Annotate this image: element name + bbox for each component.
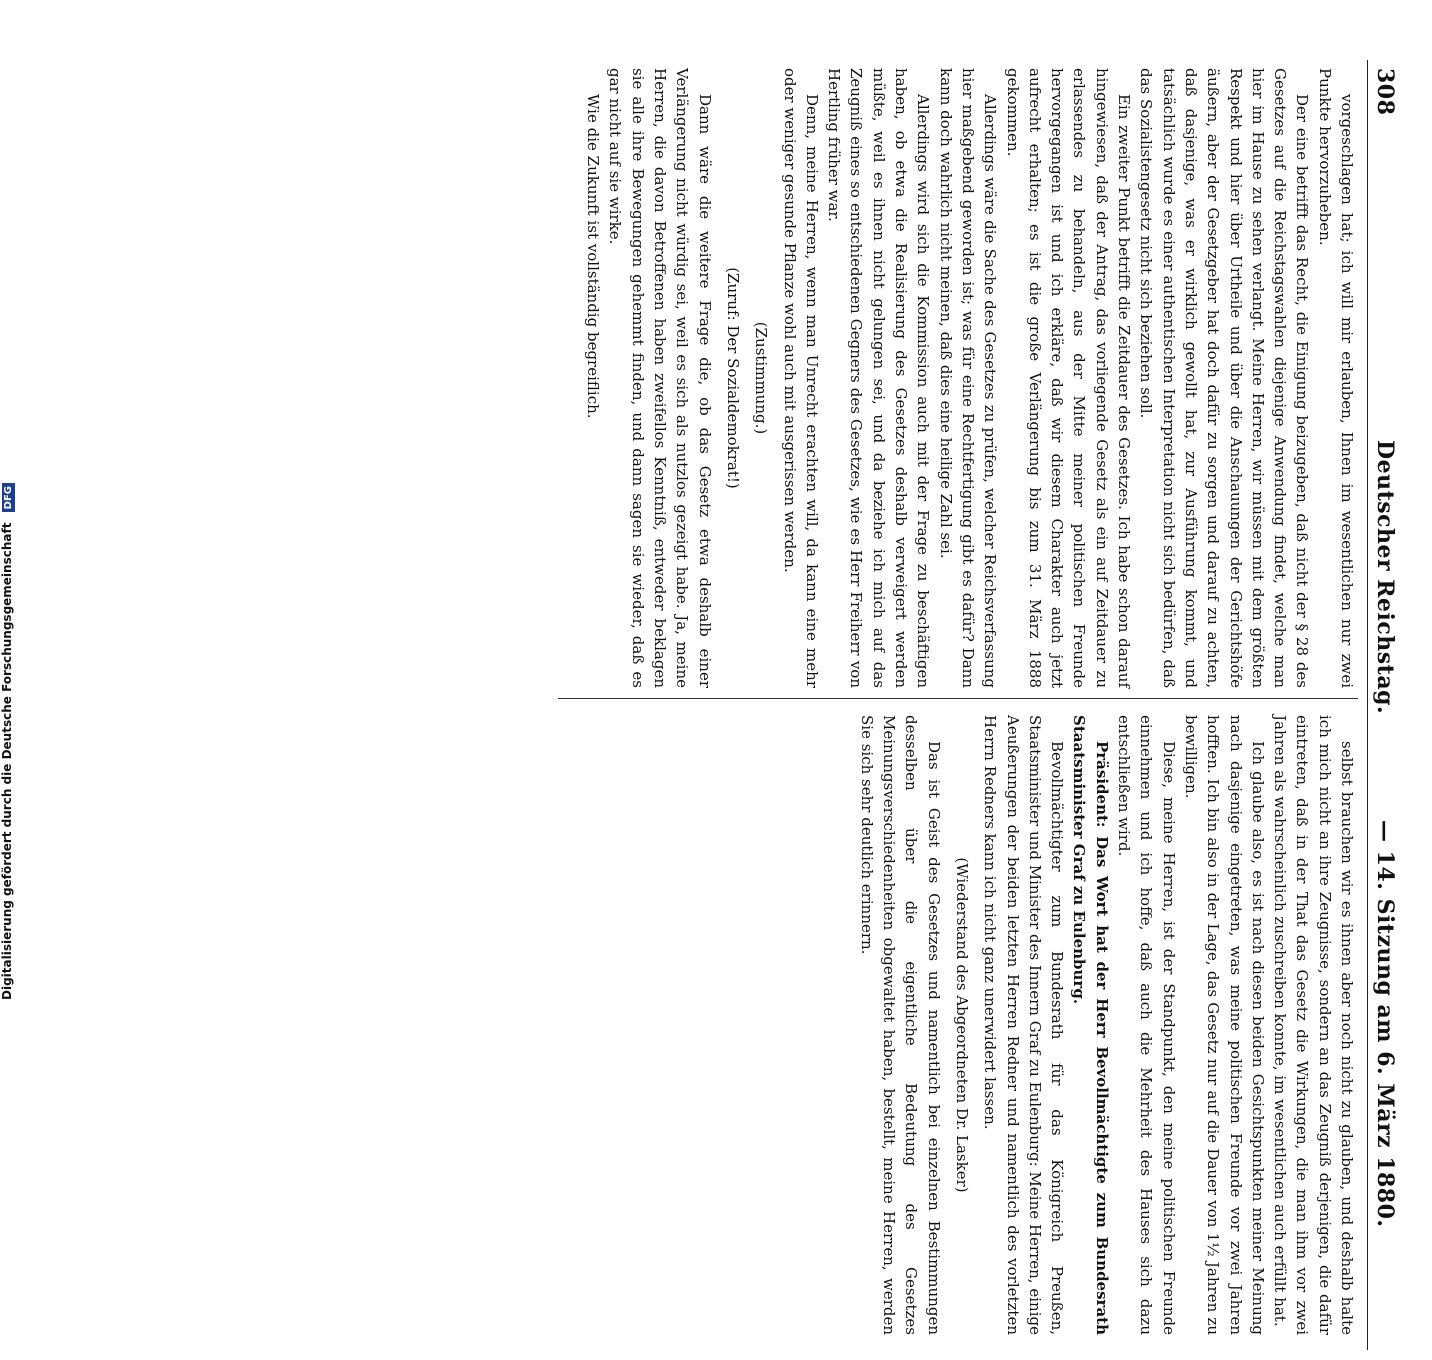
session-title: — 14. Sitzung am 6. März 1880. xyxy=(1372,820,1398,1228)
left-column xyxy=(582,68,1358,688)
paragraph: Das ist Geist des Gesetzes und namentlich bei einzelnen Bestimmungen desselben über die eigentliche Bedeutung des Gesetzes Meinungsverschiedenheiten obgewaltet haben, bestellt, meine Herren, werden Sie sich sehr deutlich erinnern. xyxy=(857,715,943,1335)
paragraph: Bevollmächtigter zum Bundesrath für das Königreich Preußen, Staatsminister und Minister des Innern Graf zu Eulenburg: Meine Herren, einige Aeußerungen der beiden letzten Herren Redner und namentlich des vorletzten Herrn Redners kann ich nicht ganz unerwidert lassen. xyxy=(981,715,1067,1335)
credit-text: Digitalisierung gefördert durch die Deutsche Forschungsgemeinschaft xyxy=(0,522,14,1000)
page-header xyxy=(1368,60,1402,1360)
paragraph: Allerdings wäre die Sache des Gesetzes zu prüfen, welcher Reichsverfassung hier maßgebend geworden ist; was für eine Rechtfertigung gibt es dafür? Dann kann doch wahrlich nicht meinen, daß dies eine heilige Zahl sei. xyxy=(936,68,1000,688)
page-number: 308 xyxy=(1372,68,1398,116)
paragraph: Der eine betrifft das Recht, die Einigung beizugeben, daß nicht der § 28 des Gesetzes auf die Reichstagswahlen diejenige Anwendung findet, welche man hier im Hause zu sehen verlangt. Meine Herren, wir müssen mit dem größten Respekt und hier über Urtheile und über die Anschauungen der Gerichtshöfe äußern, aber der Gesetzgeber hat doch dafür zu sorgen und darauf zu achten, daß dasjenige, was er wirklich gewollt hat, zur Ausführung kommt, und tatsächlich wurde es einer authentischen Interpretation nicht sich bedürfen, daß das Sozialistengesetz nicht sich beziehen soll. xyxy=(1137,68,1312,688)
paragraph: Ein zweiter Punkt betrifft die Zeitdauer des Gesetzes. Ich habe schon darauf hingewiesen, daß der Antrag, das vorliegende Gesetz als ein auf Zeitdauer zu erlassendes zu behandeln, aus der Mitte meiner politischen Freunde hervorgegangen ist und ich erkläre, daß wir diesem Charakter auch jetzt aufrecht erhalten; es ist die große Verlängerung bis zum 31. März 1888 gekommen. xyxy=(1003,68,1134,688)
paragraph: vorgeschlagen hat; ich will mir erlauben, Ihnen im wesentlichen nur zwei Punkte hervorzuheben. xyxy=(1315,68,1356,688)
president-statement: Präsident: Das Wort hat der Herr Bevollmächtigte zum Bundesrath Staatsminister Graf zu Eulenburg. xyxy=(1070,715,1111,1335)
paragraph: selbst brauchen wir es ihnen aber noch nicht zu glauben, und deshalb halte ich mich nicht an ihre Zeugnisse, sondern an das Zeugniß derjenigen, die dafür eintreten, daß in der That das Gesetz die Wirkungen, die man ihm vor zwei Jahren als wahrscheinlich zuschreiben konnte, im wesentlichen auch erfüllt hat. xyxy=(1271,715,1356,1335)
dfg-logo: DFG xyxy=(2,483,15,512)
paragraph: Allerdings wird sich die Kommission auch mit der Frage zu beschäftigen haben, ob etwa die Realisierung des Gesetzes deshalb verweigert werden müßte, weil es ihnen nicht gelungen sei, und da beziehe ich mich auf das Zeugniß eines so entschiedenen Gegners des Gesetzes, wie es Herr Freiherr von Hertling früher war. xyxy=(825,68,933,688)
newspaper-page xyxy=(102,60,1402,1335)
publication-title: Deutscher Reichstag. xyxy=(1372,440,1398,715)
paragraph: Dann wäre die weitere Frage die, ob das Gesetz etwa deshalb einer Verlängerung nicht würdig sei, weil es sich als nutzlos gezeigt habe. Ja, meine Herren, die davon Betroffenen haben zweifellos Kenntniß, entweder beklagen sie alle ihre Bewegungen gehemmt finden, und dann sagen sie wieder, daß es gar nicht auf sie wirke. xyxy=(606,68,714,688)
paragraph: Ich glaube also, es ist nach diesen beiden Gesichtspunkten meiner Meinung nach dasjenige eingetreten, was meine politischen Freunde vor zwei Jahren hofften. Ich bin also in der Lage, das Gesetz nur auf die Dauer von 1½ Jahren zu bewilligen. xyxy=(1181,715,1267,1335)
right-column xyxy=(855,715,1358,1335)
interjection: (Zustimmung.) xyxy=(752,321,771,435)
column-divider xyxy=(558,698,1358,699)
paragraph: Wie die Zukunft ist vollständig begreiflich. xyxy=(584,94,603,419)
header-rule xyxy=(1367,60,1368,1350)
interjection: (Wiederstand des Abgeordneten Dr. Lasker) xyxy=(952,857,971,1193)
digitization-credit xyxy=(0,0,22,1000)
paragraph: Diese, meine Herren, ist der Standpunkt, den meine politischen Freunde einnehmen und ich hoffe, daß auch die Mehrheit des Hauses sich dazu entschließen wird. xyxy=(1115,715,1178,1335)
interjection: (Zuruf: Der Sozialdemokrat!) xyxy=(723,267,742,489)
paragraph: Denn, meine Herren, wenn man Unrecht erachten will, da kann eine mehr oder weniger gesunde Pflanze wohl auch mit ausgerissen werden. xyxy=(780,68,821,688)
